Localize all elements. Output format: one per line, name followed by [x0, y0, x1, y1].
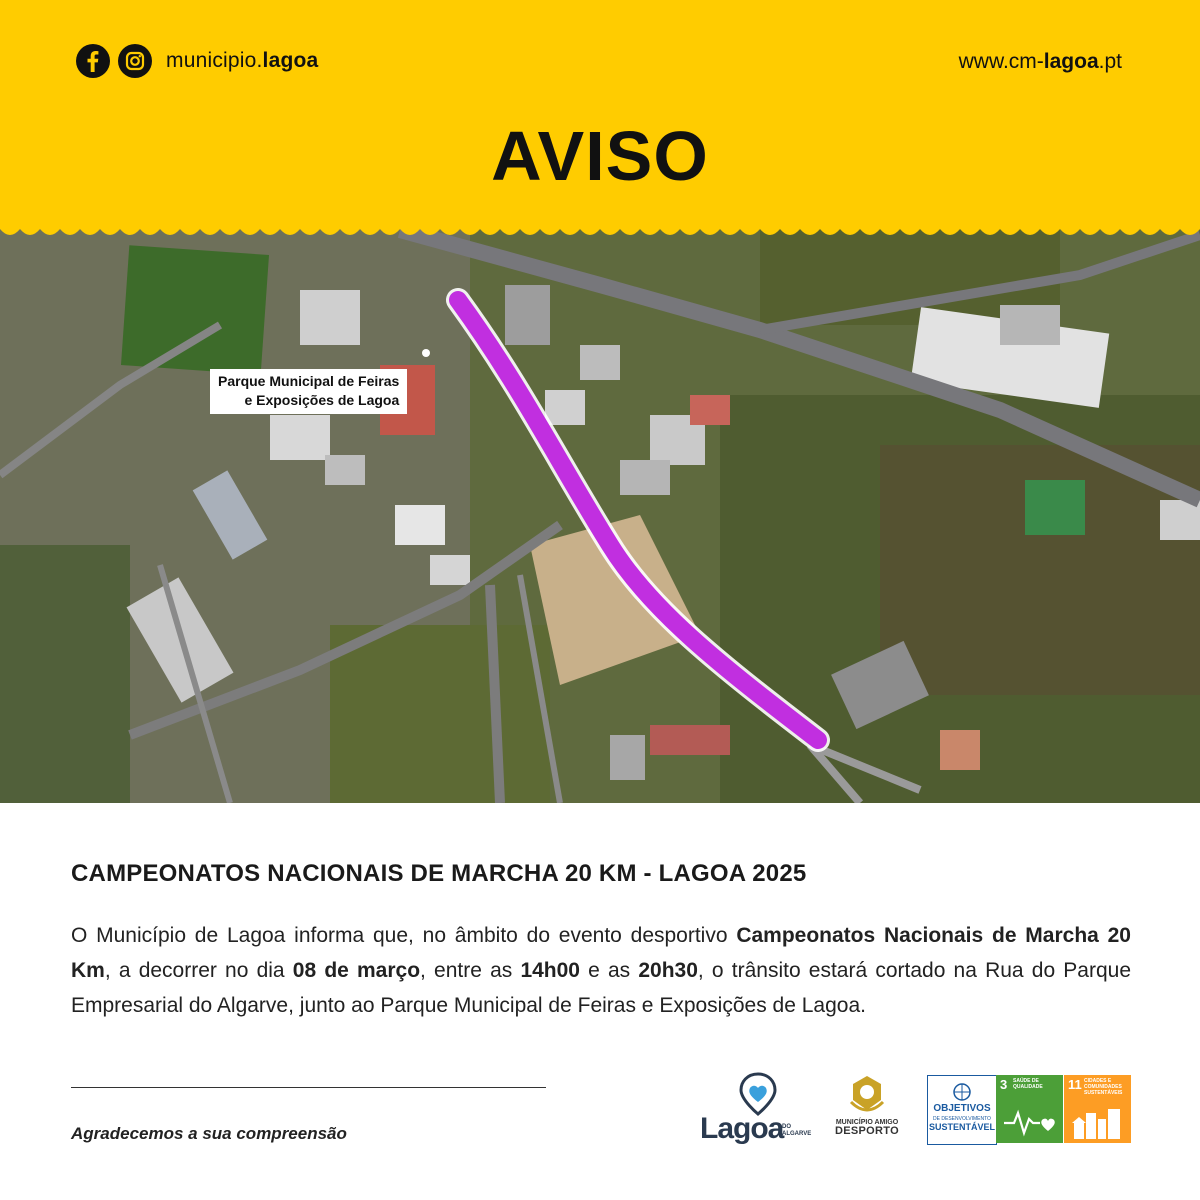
thanks-note: Agradecemos a sua compreensão: [71, 1124, 347, 1143]
municipio-amigo-desporto-logo: MUNICÍPIO AMIGO DESPORTO: [830, 1072, 904, 1144]
sdg3-badge: 3 SAÚDE DE QUALIDADE: [996, 1075, 1063, 1143]
ods-logo: OBJETIVOS DE DESENVOLVIMENTO SUSTENTÁVEL: [927, 1075, 997, 1145]
sdg11-badge: 11 CIDADES E COMUNIDADES SUSTENTÁVEIS: [1064, 1075, 1131, 1143]
social-handle[interactable]: municipio.lagoa: [166, 49, 319, 72]
lagoa-heart-pin-icon: [738, 1072, 778, 1116]
divider: [71, 1087, 546, 1088]
location-marker: [422, 349, 430, 357]
un-emblem-icon: [952, 1082, 972, 1102]
instagram-icon[interactable]: [118, 44, 152, 78]
website-link[interactable]: www.cm-lagoa.pt: [958, 50, 1122, 73]
city-buildings-icon: [1070, 1105, 1126, 1139]
desporto-emblem-icon: [845, 1072, 889, 1116]
header-banner: [0, 0, 1200, 240]
map-image: [0, 215, 1200, 803]
lagoa-logo: Lagoa DO ALGARVE: [700, 1072, 790, 1148]
event-headline: CAMPEONATOS NACIONAIS DE MARCHA 20 KM - LAGOA 2025: [71, 860, 807, 887]
social-links: [76, 44, 318, 78]
notice-paragraph: O Município de Lagoa informa que, no âmbito do evento desportivo Campeonatos Nacionais de Marcha 20 Km, a decorrer no dia 08 de março, entre as 14h00 e as 20h30, o trânsito estará cortado na Rua do Parque Empresarial do Algarve, junto ao Parque Municipal de Feiras e Exposições de Lagoa.: [71, 924, 1132, 1017]
page-title: AVISO: [491, 117, 709, 195]
facebook-icon[interactable]: [76, 44, 110, 78]
map-location-label: Parque Municipal de Feiras e Exposições de Lagoa: [210, 369, 407, 414]
route-map: [0, 215, 1200, 803]
heartbeat-icon: [1002, 1107, 1058, 1137]
